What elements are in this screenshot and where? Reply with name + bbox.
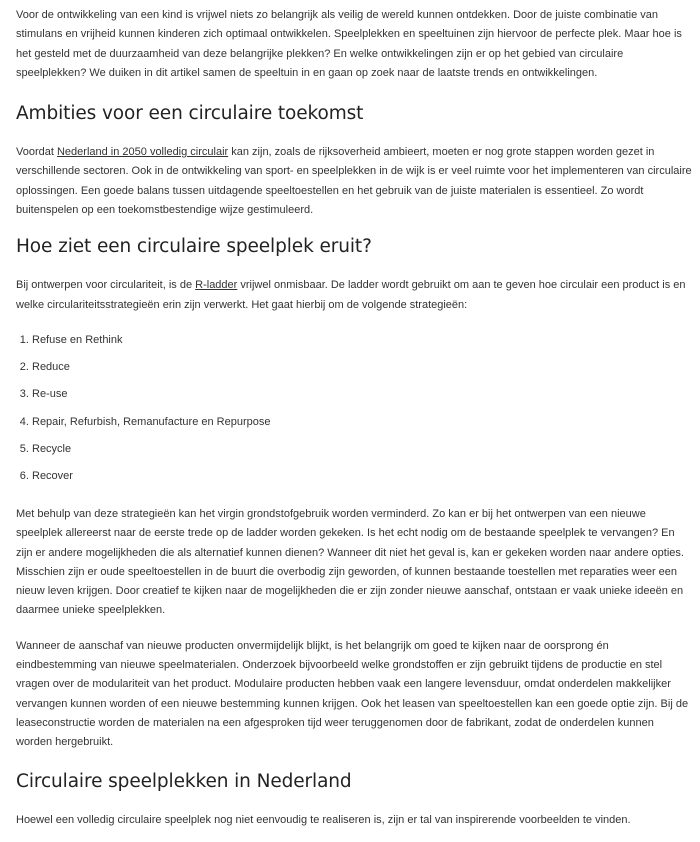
list-item: 5. Recycle	[32, 441, 692, 457]
link-r-ladder[interactable]: R-ladder	[195, 279, 238, 292]
article-body	[16, 6, 692, 831]
how-paragraph	[16, 276, 692, 315]
purchase-paragraph: Wanneer de aanschaf van nieuwe producten onvermijdelijk blijkt, is het belangrijk om goed te kijken naar de oorsprong én eindbestemming van nieuwe speelmaterialen. Onderzoek bijvoorbeeld welke grondstoffen er zijn gebruikt tijdens de productie en stel vragen over de modulariteit van het product. Modulaire producten hebben vaak een langere levensduur, omdat onderdelen makkelijker vervangen kunnen worden of een nieuwe bestemming kunnen krijgen. Ook het leasen van speeltoestellen kan een goede optie zijn. Bij de leaseconstructie worden de materialen na een afgesproken tijd weer teruggenomen door de fabrikant, zodat de onderdelen kunnen worden hergebruikt.	[16, 639, 689, 749]
heading-netherlands: Circulaire speelplekken in Nederland	[16, 771, 352, 793]
list-item: 3. Re-use	[32, 386, 692, 402]
intro-paragraph: Voor de ontwikkeling van een kind is vrijwel niets zo belangrijk als veilig de wereld kunnen ontdekken. Door de juiste combinatie van stimulans en vrijheid kunnen kinderen zich optimaal ontwikkelen. Speelplekken en speeltuinen zijn hiervoor de perfecte plek. Maar hoe is het gesteld met de duurzaamheid van deze belangrijke plekken? En welke ontwikkelingen zijn er op het gebied van circulaire speelplekken? We duiken in dit artikel samen de speeltuin in en gaan op zoek naar de laatste trends en ontwikkelingen.	[16, 9, 682, 79]
strategies-list	[16, 332, 692, 484]
ambitions-text-end: kan zijn, zoals de rijksoverheid ambieert, moeten er nog grote stappen worden gezet in verschillende sectoren. Ook in de ontwikkeling van sport- en speelplekken in de wijk is er veel ruimte voor het implementeren van circulaire oplossingen. Een goede balans tussen uitdagende speeltoestellen en het gebruik van de juiste materialen is essentieel. Zo wordt buitenspelen op een toekomstbestendige wijze gestimuleerd.	[16, 146, 692, 217]
list-item: 4. Repair, Refurbish, Remanufacture en Repurpose	[32, 414, 692, 430]
list-item: 6. Recover	[32, 468, 692, 484]
heading-ambitions: Ambities voor een circulaire toekomst	[16, 103, 364, 125]
ambitions-paragraph	[16, 143, 692, 220]
link-nederland-circulair[interactable]: Nederland in 2050 volledig circulair	[56, 146, 229, 159]
netherlands-paragraph: Hoewel een volledig circulaire speelplek nog niet eenvoudig te realiseren is, zijn er tal van inspirerende voorbeelden te vinden.	[16, 814, 631, 827]
ambitions-text-start: Voordat	[16, 146, 57, 159]
list-item: 1. Refuse en Rethink	[32, 332, 692, 348]
list-item: 2. Reduce	[32, 359, 692, 375]
how-text-start: Bij ontwerpen voor circulariteit, is de	[16, 279, 196, 292]
strategies-paragraph: Met behulp van deze strategieën kan het virgin grondstofgebruik worden verminderd. Zo kan er bij het ontwerpen van een nieuwe speelplek allereerst naar de eerste trede op de ladder worden gekeken. Is het echt nodig om de bestaande speelplek te vervangen? En zijn er andere mogelijkheden die als alternatief kunnen dienen? Wanneer dit niet het geval is, kan er gekeken worden naar andere opties. Misschien zijn er oude speeltoestellen in de buurt die overbodig zijn geworden, of kunnen bestaande toestellen met reparaties weer een nieuw leven krijgen. Door creatief te kijken naar de mogelijkheden die er zijn zonder nieuwe aanschaf, ontstaan er vaak unieke ideeën en daarmee unieke speelplekken.	[16, 507, 684, 617]
heading-how: Hoe ziet een circulaire speelplek eruit?	[16, 236, 372, 258]
how-text-end: vrijwel onmisbaar. De ladder wordt gebruikt om aan te geven hoe circulair een product is en welke circulariteitsstrategieën erin zijn verwerkt. Het gaat hierbij om de volgende strategieën:	[16, 279, 686, 311]
